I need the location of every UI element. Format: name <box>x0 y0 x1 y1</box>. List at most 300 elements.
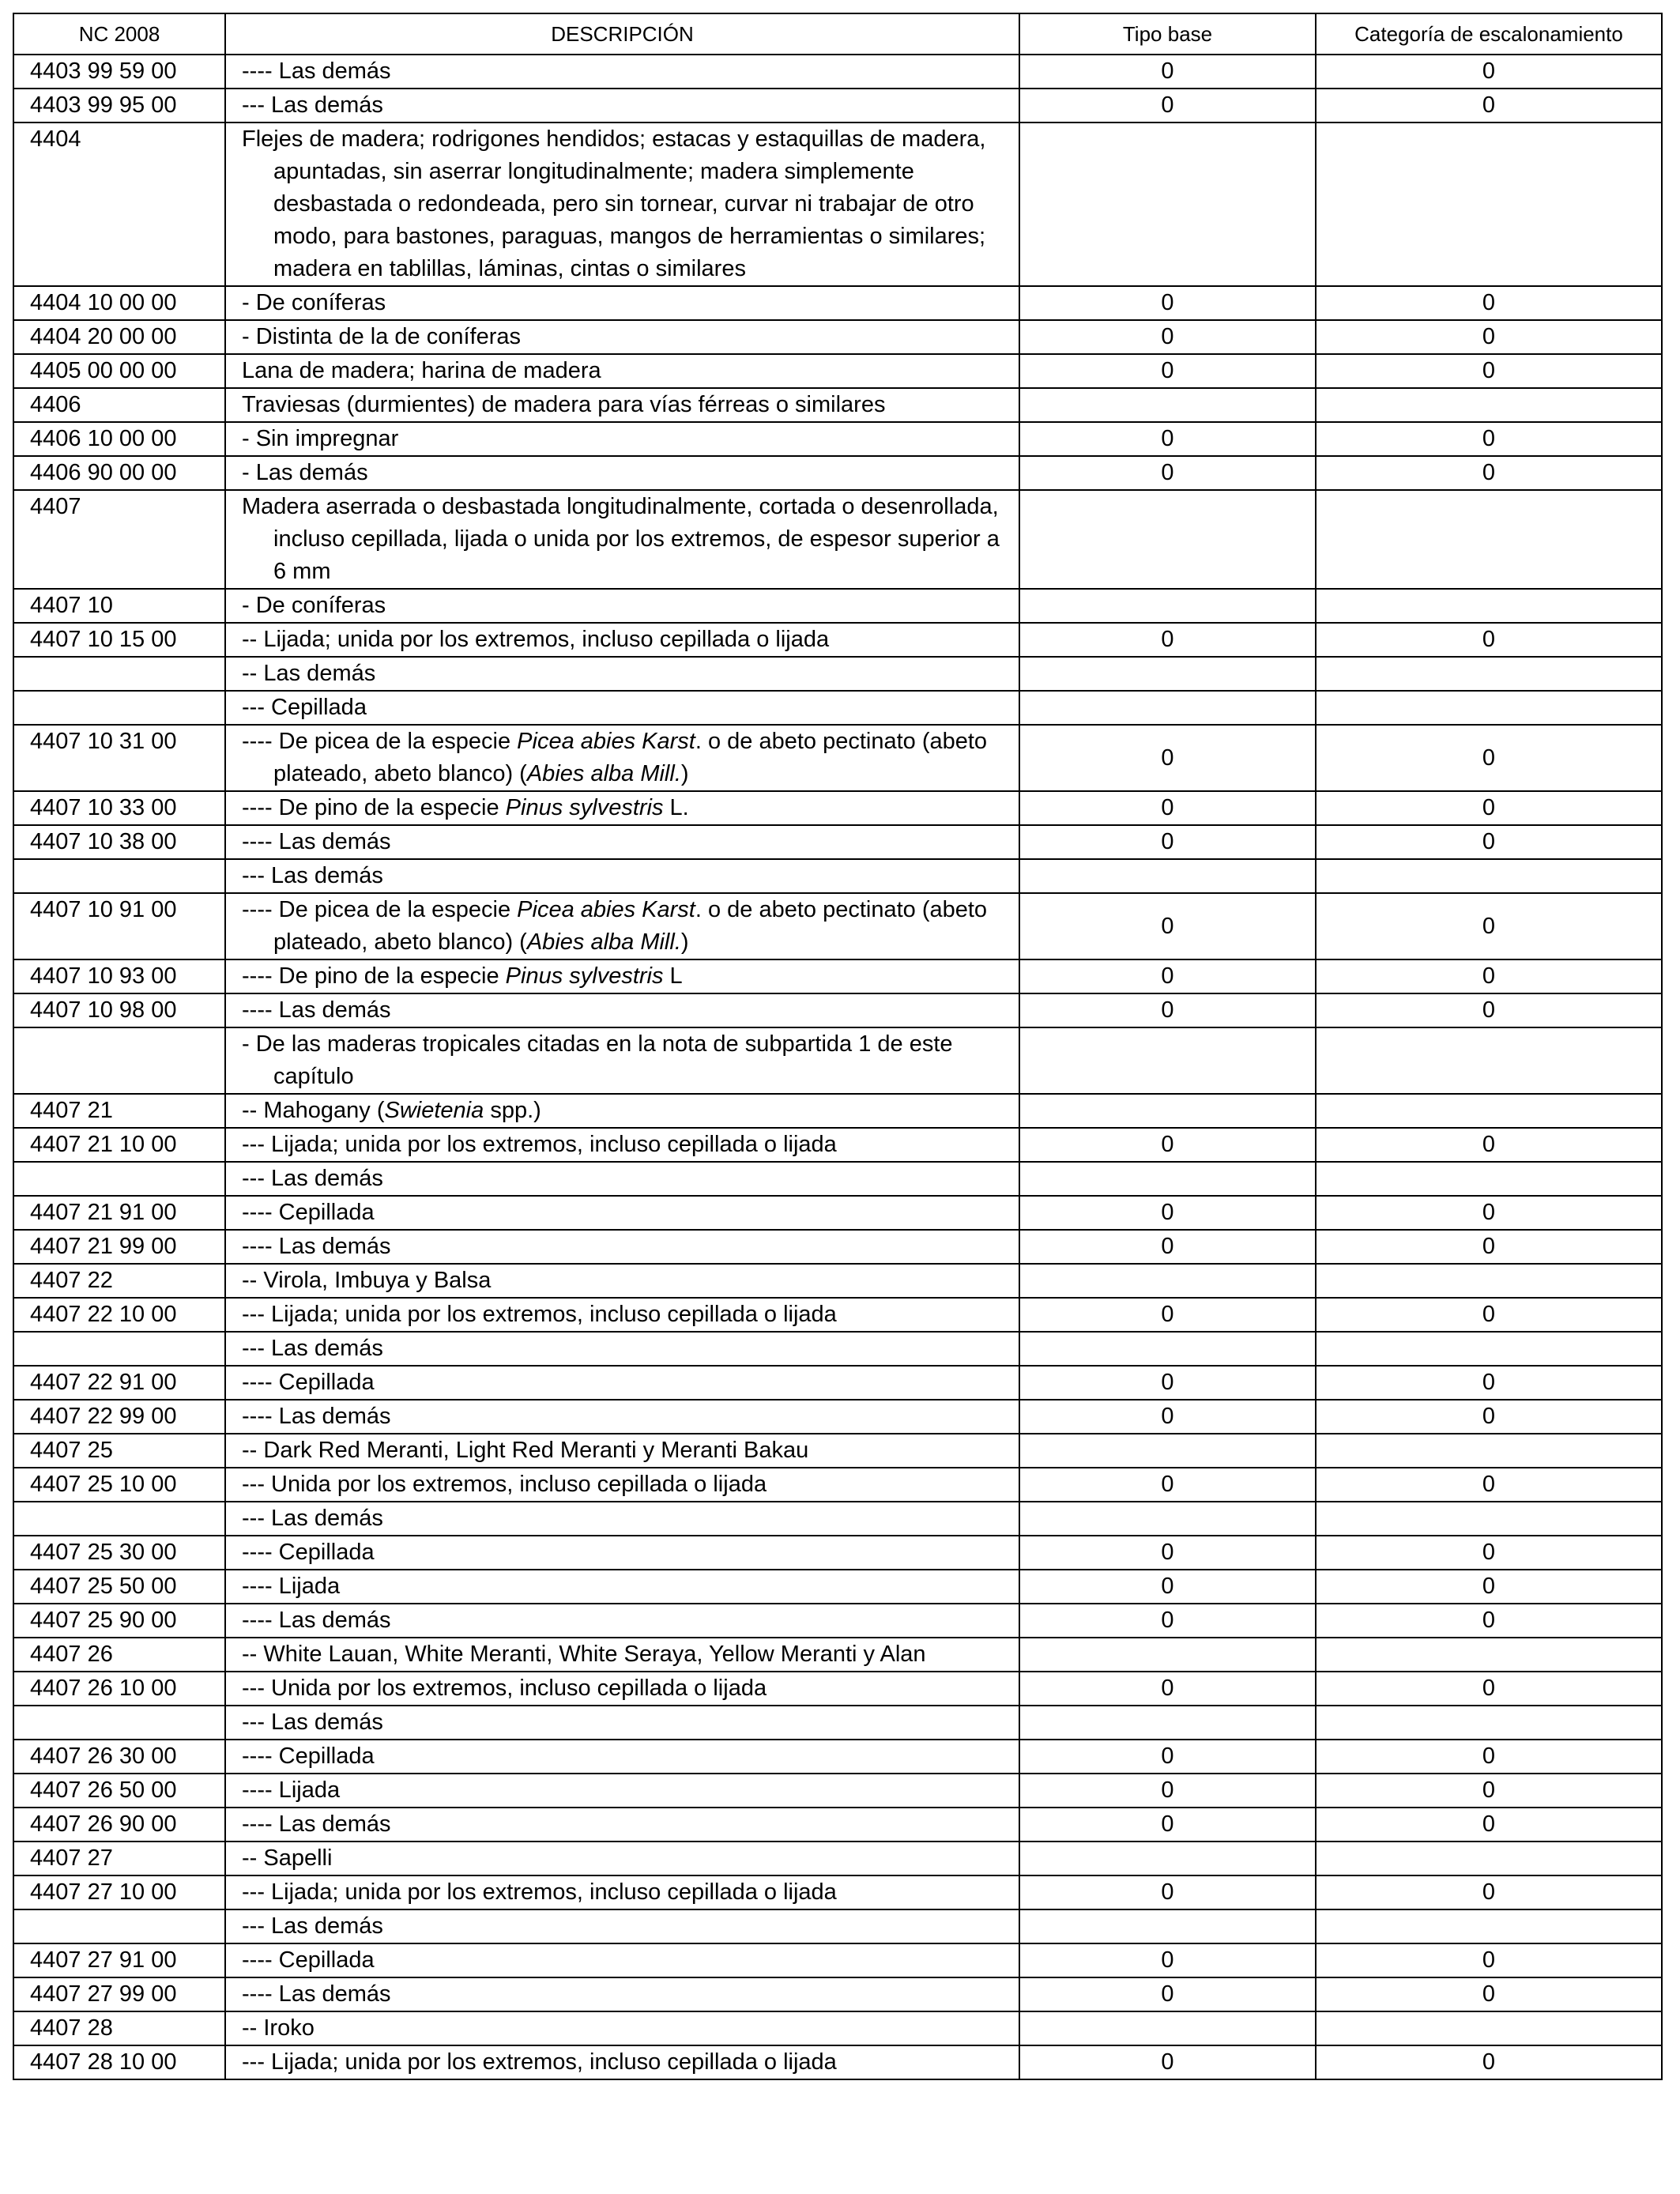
tariff-table <box>13 13 1663 2080</box>
cell-base-rate <box>1019 1094 1316 1128</box>
cell-base-rate: 0 <box>1019 1196 1316 1230</box>
cell-code: 4403 99 95 00 <box>13 89 225 123</box>
description-fragment: . o de abeto pectinato (abeto plateado, abeto blanco) ( <box>273 729 988 786</box>
cell-code <box>13 657 225 691</box>
cell-staging-category: 0 <box>1316 1943 1662 1977</box>
cell-code: 4406 90 00 00 <box>13 456 225 490</box>
description-text: --- Lijada; unida por los extremos, incluso cepillada o lijada <box>242 1879 837 1905</box>
cell-code: 4407 10 98 00 <box>13 993 225 1027</box>
table-row <box>13 1434 1662 1468</box>
cell-staging-category: 0 <box>1316 725 1662 791</box>
description-text: -- Virola, Imbuya y Balsa <box>242 1268 492 1293</box>
cell-code <box>13 1909 225 1943</box>
cell-base-rate <box>1019 859 1316 893</box>
cell-description <box>225 791 1019 825</box>
cell-staging-category <box>1316 1162 1662 1196</box>
cell-description <box>225 123 1019 286</box>
table-row <box>13 1027 1662 1094</box>
cell-staging-category <box>1316 1638 1662 1672</box>
cell-code: 4407 27 10 00 <box>13 1875 225 1909</box>
table-row <box>13 589 1662 623</box>
table-row <box>13 1740 1662 1774</box>
cell-base-rate: 0 <box>1019 959 1316 993</box>
cell-base-rate <box>1019 1162 1316 1196</box>
cell-staging-category: 0 <box>1316 1570 1662 1604</box>
table-row <box>13 791 1662 825</box>
cell-code: 4407 10 33 00 <box>13 791 225 825</box>
cell-description <box>225 1808 1019 1842</box>
table-row <box>13 1468 1662 1502</box>
cell-code: 4407 26 90 00 <box>13 1808 225 1842</box>
description-text: --- Las demás <box>242 1710 383 1735</box>
cell-description <box>225 1128 1019 1162</box>
cell-base-rate: 0 <box>1019 893 1316 959</box>
table-row <box>13 1638 1662 1672</box>
cell-staging-category: 0 <box>1316 1230 1662 1264</box>
cell-staging-category: 0 <box>1316 1977 1662 2011</box>
cell-description <box>225 490 1019 589</box>
cell-staging-category: 0 <box>1316 286 1662 320</box>
cell-base-rate: 0 <box>1019 354 1316 388</box>
cell-staging-category: 0 <box>1316 1536 1662 1570</box>
cell-base-rate <box>1019 1027 1316 1094</box>
cell-code: 4404 20 00 00 <box>13 320 225 354</box>
cell-staging-category <box>1316 123 1662 286</box>
table-row <box>13 1332 1662 1366</box>
cell-code: 4407 25 50 00 <box>13 1570 225 1604</box>
description-text: - De las maderas tropicales citadas en la nota de subpartida 1 de este capítulo <box>242 1031 953 1089</box>
cell-code: 4407 27 <box>13 1842 225 1875</box>
description-text: -- Dark Red Meranti, Light Red Meranti y Meranti Bakau <box>242 1438 809 1463</box>
description-text: --- Unida por los extremos, incluso cepillada o lijada <box>242 1472 767 1497</box>
cell-staging-category: 0 <box>1316 791 1662 825</box>
table-row <box>13 2045 1662 2079</box>
cell-description <box>225 456 1019 490</box>
cell-description <box>225 1468 1019 1502</box>
cell-base-rate: 0 <box>1019 1230 1316 1264</box>
cell-code: 4407 25 10 00 <box>13 1468 225 1502</box>
italic-species-name: Pinus sylvestris <box>505 963 664 989</box>
description-text: -- White Lauan, White Meranti, White Seraya, Yellow Meranti y Alan <box>242 1642 926 1667</box>
cell-staging-category: 0 <box>1316 1400 1662 1434</box>
cell-code: 4407 26 50 00 <box>13 1774 225 1808</box>
description-text: ---- Cepillada <box>242 1744 375 1769</box>
cell-description <box>225 1604 1019 1638</box>
cell-description <box>225 320 1019 354</box>
description-text <box>242 894 1006 959</box>
cell-description <box>225 1740 1019 1774</box>
cell-base-rate: 0 <box>1019 1774 1316 1808</box>
cell-description <box>225 623 1019 657</box>
cell-base-rate: 0 <box>1019 1943 1316 1977</box>
description-fragment: ---- De picea de la especie <box>242 897 518 922</box>
cell-description <box>225 1875 1019 1909</box>
cell-staging-category <box>1316 859 1662 893</box>
cell-code: 4407 22 91 00 <box>13 1366 225 1400</box>
description-fragment: ) <box>680 761 689 786</box>
cell-staging-category <box>1316 589 1662 623</box>
cell-description <box>225 1162 1019 1196</box>
table-row <box>13 1706 1662 1740</box>
cell-base-rate: 0 <box>1019 286 1316 320</box>
cell-code: 4407 21 <box>13 1094 225 1128</box>
cell-base-rate <box>1019 1434 1316 1468</box>
cell-base-rate <box>1019 2011 1316 2045</box>
italic-species-name: Pinus sylvestris <box>505 795 664 820</box>
table-row <box>13 1162 1662 1196</box>
cell-staging-category <box>1316 388 1662 422</box>
cell-staging-category: 0 <box>1316 1366 1662 1400</box>
cell-base-rate: 0 <box>1019 1298 1316 1332</box>
cell-description <box>225 388 1019 422</box>
cell-staging-category: 0 <box>1316 456 1662 490</box>
description-text: Traviesas (durmientes) de madera para vías férreas o similares <box>242 392 886 417</box>
description-text: ---- Cepillada <box>242 1370 375 1395</box>
cell-code: 4407 28 10 00 <box>13 2045 225 2079</box>
cell-base-rate <box>1019 1909 1316 1943</box>
cell-code: 4407 10 31 00 <box>13 725 225 791</box>
cell-description <box>225 2045 1019 2079</box>
cell-staging-category <box>1316 1502 1662 1536</box>
cell-description <box>225 959 1019 993</box>
description-fragment: spp.) <box>484 1098 541 1123</box>
cell-description <box>225 1230 1019 1264</box>
cell-description <box>225 1909 1019 1943</box>
cell-description <box>225 1298 1019 1332</box>
description-fragment: ---- De picea de la especie <box>242 729 518 754</box>
table-row <box>13 1977 1662 2011</box>
cell-staging-category <box>1316 1842 1662 1875</box>
description-text: Madera aserrada o desbastada longitudinalmente, cortada o desenrollada, incluso cepillada, lijada o unida por los extremos, de espesor superior a 6 mm <box>242 494 1000 584</box>
description-fragment: ---- De pino de la especie <box>242 963 506 989</box>
cell-staging-category: 0 <box>1316 1672 1662 1706</box>
table-row <box>13 1909 1662 1943</box>
cell-staging-category: 0 <box>1316 1196 1662 1230</box>
description-text: -- Las demás <box>242 661 376 686</box>
description-text: - Las demás <box>242 460 368 485</box>
table-row <box>13 1808 1662 1842</box>
table-row <box>13 1264 1662 1298</box>
cell-base-rate: 0 <box>1019 1468 1316 1502</box>
cell-staging-category: 0 <box>1316 354 1662 388</box>
cell-code: 4407 22 10 00 <box>13 1298 225 1332</box>
cell-description <box>225 1706 1019 1740</box>
description-text: - Distinta de la de coníferas <box>242 324 522 349</box>
table-row <box>13 1842 1662 1875</box>
cell-staging-category: 0 <box>1316 2045 1662 2079</box>
cell-code <box>13 859 225 893</box>
cell-description <box>225 657 1019 691</box>
cell-staging-category <box>1316 657 1662 691</box>
cell-staging-category: 0 <box>1316 1808 1662 1842</box>
cell-base-rate: 0 <box>1019 1128 1316 1162</box>
cell-base-rate <box>1019 589 1316 623</box>
description-text: ---- Las demás <box>242 58 391 84</box>
cell-base-rate <box>1019 691 1316 725</box>
cell-description <box>225 1400 1019 1434</box>
cell-code <box>13 691 225 725</box>
table-row <box>13 1094 1662 1128</box>
cell-base-rate <box>1019 1842 1316 1875</box>
description-fragment: L <box>663 963 683 989</box>
cell-description <box>225 1774 1019 1808</box>
table-row <box>13 456 1662 490</box>
table-row <box>13 1400 1662 1434</box>
table-row <box>13 354 1662 388</box>
table-row <box>13 893 1662 959</box>
cell-description <box>225 1842 1019 1875</box>
cell-staging-category: 0 <box>1316 320 1662 354</box>
cell-staging-category <box>1316 1332 1662 1366</box>
table-row <box>13 859 1662 893</box>
cell-description <box>225 1943 1019 1977</box>
table-row <box>13 422 1662 456</box>
table-row <box>13 1298 1662 1332</box>
description-text: --- Las demás <box>242 1336 383 1361</box>
table-row <box>13 959 1662 993</box>
cell-description <box>225 691 1019 725</box>
cell-description <box>225 286 1019 320</box>
cell-base-rate <box>1019 1706 1316 1740</box>
description-text: ---- Las demás <box>242 1404 391 1429</box>
document-page <box>13 13 1661 2080</box>
cell-base-rate: 0 <box>1019 1808 1316 1842</box>
cell-description <box>225 1570 1019 1604</box>
description-text: ---- Las demás <box>242 997 391 1023</box>
cell-base-rate: 0 <box>1019 1875 1316 1909</box>
description-text: --- Las demás <box>242 863 383 888</box>
description-text: -- Sapelli <box>242 1845 333 1871</box>
cell-base-rate: 0 <box>1019 320 1316 354</box>
cell-code: 4404 <box>13 123 225 286</box>
cell-description <box>225 89 1019 123</box>
cell-base-rate <box>1019 388 1316 422</box>
description-text: --- Las demás <box>242 1913 383 1939</box>
header-staging-category: Categoría de escalonamiento <box>1316 13 1662 55</box>
cell-staging-category: 0 <box>1316 1774 1662 1808</box>
cell-code: 4407 21 99 00 <box>13 1230 225 1264</box>
cell-code: 4407 21 10 00 <box>13 1128 225 1162</box>
description-text <box>242 792 1006 824</box>
cell-base-rate: 0 <box>1019 1604 1316 1638</box>
cell-base-rate <box>1019 1502 1316 1536</box>
cell-base-rate <box>1019 123 1316 286</box>
cell-description <box>225 1434 1019 1468</box>
description-text: ---- Las demás <box>242 1981 391 2007</box>
description-text: ---- Lijada <box>242 1777 341 1803</box>
cell-code: 4407 10 <box>13 589 225 623</box>
cell-code: 4407 10 38 00 <box>13 825 225 859</box>
cell-base-rate: 0 <box>1019 725 1316 791</box>
cell-code: 4407 10 15 00 <box>13 623 225 657</box>
cell-staging-category: 0 <box>1316 1875 1662 1909</box>
cell-base-rate: 0 <box>1019 2045 1316 2079</box>
cell-base-rate: 0 <box>1019 89 1316 123</box>
cell-base-rate: 0 <box>1019 1536 1316 1570</box>
cell-base-rate: 0 <box>1019 1570 1316 1604</box>
description-text: --- Lijada; unida por los extremos, incluso cepillada o lijada <box>242 2049 837 2075</box>
cell-base-rate: 0 <box>1019 1977 1316 2011</box>
cell-staging-category <box>1316 1706 1662 1740</box>
table-row <box>13 1230 1662 1264</box>
cell-code: 4407 10 93 00 <box>13 959 225 993</box>
cell-code: 4407 27 91 00 <box>13 1943 225 1977</box>
table-row <box>13 1672 1662 1706</box>
cell-code: 4406 <box>13 388 225 422</box>
description-text: --- Lijada; unida por los extremos, incluso cepillada o lijada <box>242 1132 837 1157</box>
cell-description <box>225 1536 1019 1570</box>
header-row <box>13 13 1662 55</box>
table-row <box>13 1196 1662 1230</box>
cell-code <box>13 1027 225 1094</box>
cell-description <box>225 1332 1019 1366</box>
italic-species-name: Abies alba Mill. <box>526 761 681 786</box>
description-fragment: L. <box>663 795 689 820</box>
cell-description <box>225 1977 1019 2011</box>
cell-staging-category <box>1316 2011 1662 2045</box>
description-text: --- Las demás <box>242 1166 383 1191</box>
cell-code: 4407 25 90 00 <box>13 1604 225 1638</box>
table-row <box>13 1536 1662 1570</box>
cell-staging-category: 0 <box>1316 959 1662 993</box>
description-text <box>242 960 1006 993</box>
description-text: -- Lijada; unida por los extremos, incluso cepillada o lijada <box>242 627 830 652</box>
cell-staging-category: 0 <box>1316 1604 1662 1638</box>
cell-code: 4404 10 00 00 <box>13 286 225 320</box>
header-base-rate: Tipo base <box>1019 13 1316 55</box>
cell-description <box>225 1027 1019 1094</box>
cell-staging-category: 0 <box>1316 623 1662 657</box>
table-row <box>13 123 1662 286</box>
cell-base-rate: 0 <box>1019 422 1316 456</box>
cell-description <box>225 422 1019 456</box>
cell-staging-category <box>1316 691 1662 725</box>
cell-code: 4407 22 99 00 <box>13 1400 225 1434</box>
description-text: --- Cepillada <box>242 695 367 720</box>
cell-description <box>225 55 1019 89</box>
description-text: - Sin impregnar <box>242 426 399 451</box>
cell-staging-category: 0 <box>1316 825 1662 859</box>
table-row <box>13 1604 1662 1638</box>
description-fragment: . o de abeto pectinato (abeto plateado, abeto blanco) ( <box>273 897 988 955</box>
cell-code: 4407 25 <box>13 1434 225 1468</box>
italic-species-name: Picea abies Karst <box>517 729 695 754</box>
table-row <box>13 1570 1662 1604</box>
cell-base-rate <box>1019 1638 1316 1672</box>
table-row <box>13 286 1662 320</box>
cell-base-rate: 0 <box>1019 1400 1316 1434</box>
cell-description <box>225 893 1019 959</box>
cell-code: 4407 26 10 00 <box>13 1672 225 1706</box>
description-text: ---- Lijada <box>242 1574 341 1599</box>
cell-code <box>13 1332 225 1366</box>
cell-description <box>225 1264 1019 1298</box>
cell-description <box>225 589 1019 623</box>
table-row <box>13 1502 1662 1536</box>
cell-code: 4407 26 <box>13 1638 225 1672</box>
cell-base-rate: 0 <box>1019 55 1316 89</box>
cell-code: 4407 <box>13 490 225 589</box>
cell-staging-category: 0 <box>1316 1128 1662 1162</box>
cell-base-rate: 0 <box>1019 1740 1316 1774</box>
description-text <box>242 1095 1006 1127</box>
italic-species-name: Swietenia <box>384 1098 484 1123</box>
table-row <box>13 55 1662 89</box>
table-row <box>13 1128 1662 1162</box>
description-text: ---- Las demás <box>242 1608 391 1633</box>
header-description: DESCRIPCIÓN <box>225 13 1019 55</box>
description-text: -- Iroko <box>242 2015 315 2041</box>
table-row <box>13 993 1662 1027</box>
cell-code <box>13 1162 225 1196</box>
cell-description <box>225 1366 1019 1400</box>
table-body <box>13 55 1662 2079</box>
table-row <box>13 89 1662 123</box>
description-text: Lana de madera; harina de madera <box>242 358 601 383</box>
italic-species-name: Picea abies Karst <box>517 897 695 922</box>
header-code: NC 2008 <box>13 13 225 55</box>
cell-base-rate: 0 <box>1019 1366 1316 1400</box>
description-text: --- Las demás <box>242 92 383 118</box>
cell-code: 4407 25 30 00 <box>13 1536 225 1570</box>
cell-staging-category: 0 <box>1316 89 1662 123</box>
cell-description <box>225 1502 1019 1536</box>
description-text: --- Lijada; unida por los extremos, incluso cepillada o lijada <box>242 1302 837 1327</box>
cell-base-rate <box>1019 657 1316 691</box>
cell-base-rate <box>1019 1264 1316 1298</box>
table-row <box>13 388 1662 422</box>
cell-base-rate: 0 <box>1019 993 1316 1027</box>
cell-code <box>13 1502 225 1536</box>
table-row <box>13 1366 1662 1400</box>
description-text: ---- Cepillada <box>242 1200 375 1225</box>
description-text: --- Las demás <box>242 1506 383 1531</box>
cell-staging-category: 0 <box>1316 993 1662 1027</box>
cell-code: 4403 99 59 00 <box>13 55 225 89</box>
table-row <box>13 657 1662 691</box>
description-fragment: ) <box>680 929 689 955</box>
cell-code <box>13 1706 225 1740</box>
cell-description <box>225 1672 1019 1706</box>
cell-base-rate: 0 <box>1019 623 1316 657</box>
table-row <box>13 1774 1662 1808</box>
table-row <box>13 1875 1662 1909</box>
cell-base-rate <box>1019 490 1316 589</box>
cell-description <box>225 725 1019 791</box>
cell-code: 4407 27 99 00 <box>13 1977 225 2011</box>
cell-base-rate <box>1019 1332 1316 1366</box>
cell-description <box>225 354 1019 388</box>
cell-base-rate: 0 <box>1019 1672 1316 1706</box>
cell-base-rate: 0 <box>1019 825 1316 859</box>
table-row <box>13 691 1662 725</box>
description-text: ---- Cepillada <box>242 1540 375 1565</box>
cell-staging-category <box>1316 1909 1662 1943</box>
cell-staging-category <box>1316 1094 1662 1128</box>
table-row <box>13 1943 1662 1977</box>
cell-code: 4407 26 30 00 <box>13 1740 225 1774</box>
description-text: ---- Las demás <box>242 1234 391 1259</box>
table-row <box>13 623 1662 657</box>
cell-staging-category: 0 <box>1316 1740 1662 1774</box>
cell-staging-category <box>1316 1434 1662 1468</box>
cell-description <box>225 1196 1019 1230</box>
cell-staging-category <box>1316 490 1662 589</box>
description-text: - De coníferas <box>242 290 386 315</box>
cell-staging-category: 0 <box>1316 1468 1662 1502</box>
cell-staging-category: 0 <box>1316 422 1662 456</box>
cell-description <box>225 1638 1019 1672</box>
